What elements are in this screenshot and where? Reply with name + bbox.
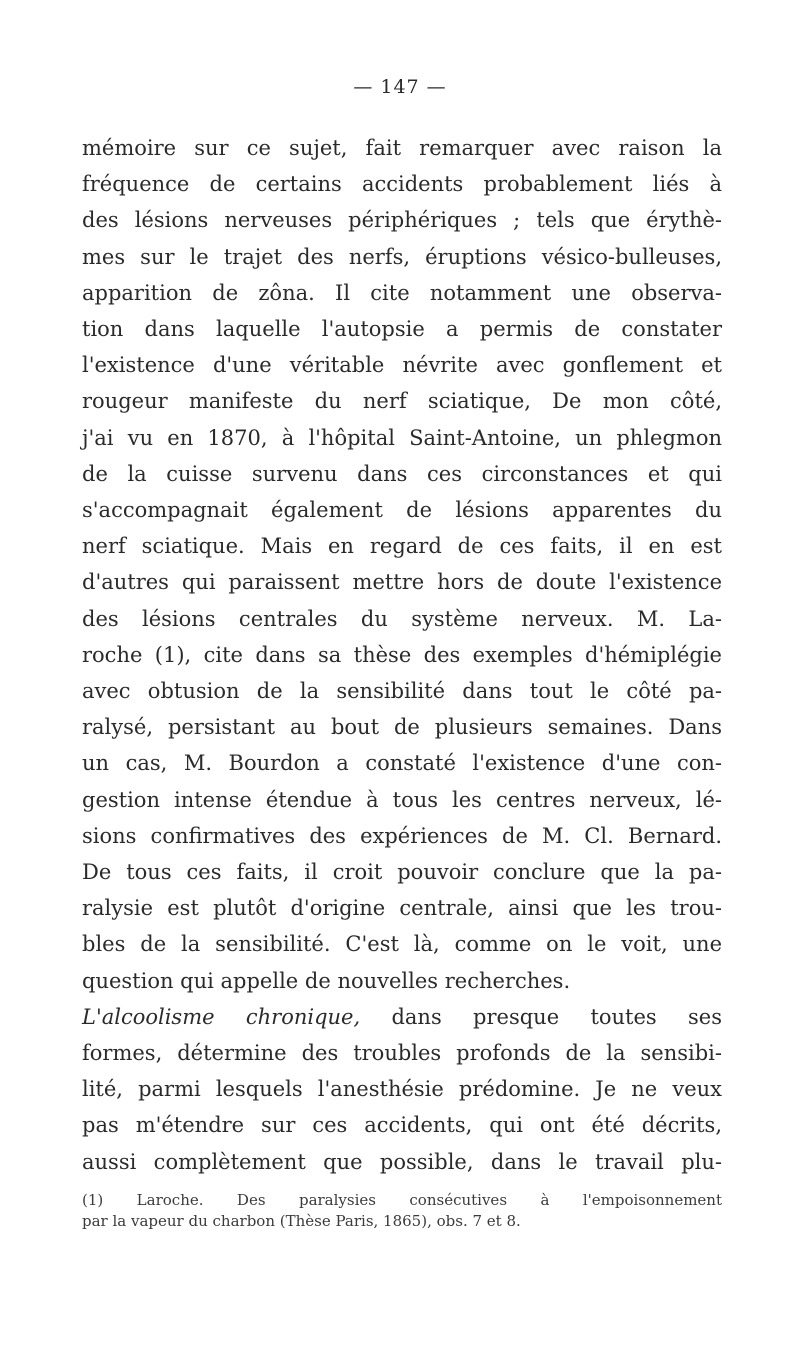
text-line: l'existence d'une véritable névrite avec gonflement et xyxy=(82,353,722,378)
text-line: fréquence de certains accidents probablement liés à xyxy=(82,172,722,197)
body-text xyxy=(82,130,722,1180)
text-line: j'ai vu en 1870, à l'hôpital Saint-Antoine, un phlegmon xyxy=(82,425,722,450)
footnote-line: (1) Laroche. Des paralysies consécutives à l'empoisonnement xyxy=(82,1191,722,1209)
text-line: s'accompagnait également de lésions apparentes du xyxy=(82,498,722,523)
text-line: mes sur le trajet des nerfs, éruptions vésico-bulleuses, xyxy=(82,244,722,269)
text-line: tion dans laquelle l'autopsie a permis de constater xyxy=(82,317,722,342)
footnote xyxy=(82,1190,722,1232)
text-line: mémoire sur ce sujet, fait remarquer avec raison la xyxy=(82,136,722,160)
text-line: rougeur manifeste du nerf sciatique, De mon côté, xyxy=(82,389,722,414)
text-line: question qui appelle de nouvelles recherches. xyxy=(82,968,571,993)
text-line: de la cuisse survenu dans ces circonstances et qui xyxy=(82,461,722,486)
text-line: des lésions centrales du système nerveux. M. La- xyxy=(82,606,722,631)
footnote-line: par la vapeur du charbon (Thèse Paris, 1865), obs. 7 et 8. xyxy=(82,1212,521,1230)
text-line: roche (1), cite dans sa thèse des exemples d'hémiplégie xyxy=(82,642,722,667)
text-line: formes, détermine des troubles profonds de la sensibi- xyxy=(82,1041,722,1066)
text-line: des lésions nerveuses périphériques ; tels que érythè- xyxy=(82,208,722,233)
text-line: apparition de zôna. Il cite notamment une observa- xyxy=(82,280,722,305)
text-line: avec obtusion de la sensibilité dans tout le côté pa- xyxy=(82,679,722,704)
text-line: aussi complètement que possible, dans le travail plu- xyxy=(82,1149,722,1174)
text-line: ralysie est plutôt d'origine centrale, ainsi que les trou- xyxy=(82,896,722,921)
text-line: bles de la sensibilité. C'est là, comme on le voit, une xyxy=(82,932,722,957)
text-line: De tous ces faits, il croit pouvoir conclure que la pa- xyxy=(82,860,722,885)
text-line: ralysé, persistant au bout de plusieurs semaines. Dans xyxy=(82,715,722,740)
text-line: d'autres qui paraissent mettre hors de doute l'existence xyxy=(82,570,722,595)
page-number: — 147 — xyxy=(353,76,447,98)
text-fragment: dans presque toutes ses xyxy=(360,1004,722,1029)
text-line: pas m'étendre sur ces accidents, qui ont été décrits, xyxy=(82,1113,722,1138)
text-line: gestion intense étendue à tous les centres nerveux, lé- xyxy=(82,787,722,812)
text-line: un cas, M. Bourdon a constaté l'existence d'une con- xyxy=(82,751,722,776)
text-line: nerf sciatique. Mais en regard de ces faits, il en est xyxy=(82,534,722,559)
paragraph-start-line xyxy=(82,999,722,1035)
italic-term: L'alcoolisme chronique, xyxy=(82,1004,361,1029)
text-line: lité, parmi lesquels l'anesthésie prédomine. Je ne veux xyxy=(82,1077,722,1102)
text-line: sions confirmatives des expériences de M. Cl. Bernard. xyxy=(82,823,722,848)
